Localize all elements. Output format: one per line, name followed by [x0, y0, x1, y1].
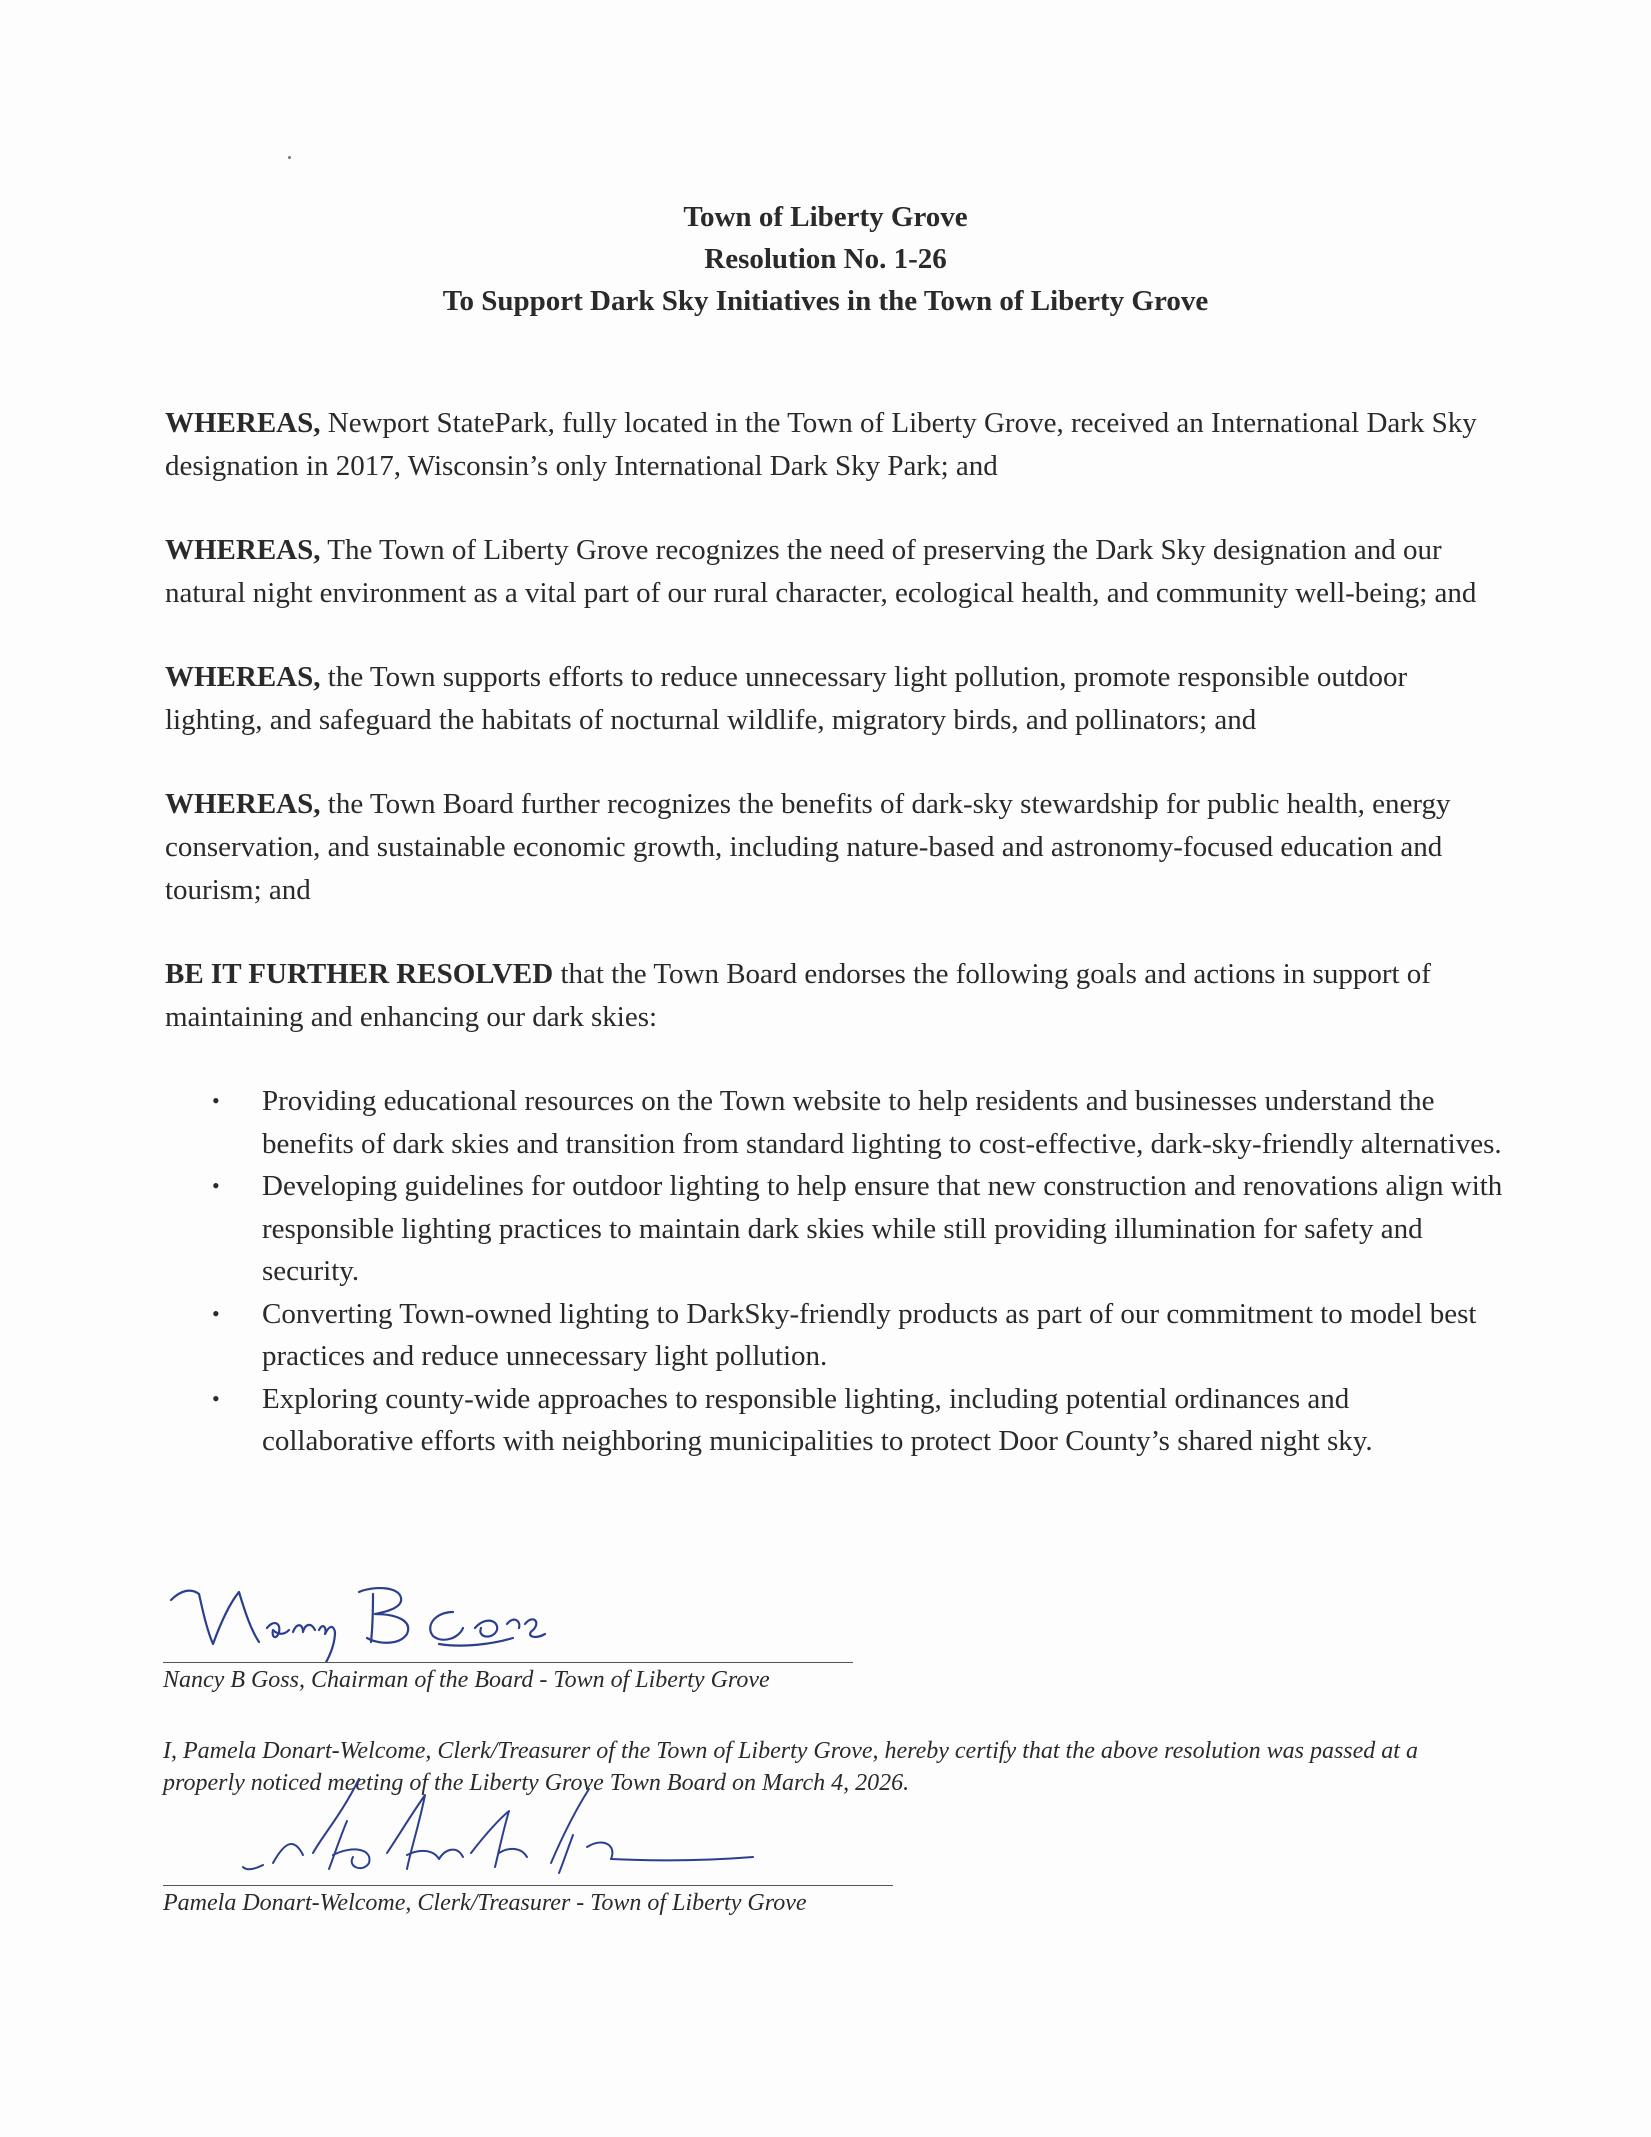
clerk-signature: [163, 1815, 893, 1885]
resolution-number: Resolution No. 1-26: [704, 243, 947, 275]
whereas-text: The Town of Liberty Grove recognizes the need of preserving the Dark Sky designation and our natural night environment as a vital part of our rural character, ecological health, and community well-being; and: [165, 534, 1477, 609]
resolved-paragraph: [165, 953, 1505, 1039]
handwritten-signature-icon: [163, 1572, 683, 1662]
whereas-paragraph: [165, 402, 1505, 488]
clerk-caption: Pamela Donart-Welcome, Clerk/Treasurer - Town of Liberty Grove: [163, 1890, 807, 1916]
action-list: [165, 1080, 1505, 1463]
handwritten-signature-icon: [163, 1775, 863, 1885]
resolution-title: To Support Dark Sky Initiatives in the Town of Liberty Grove: [442, 285, 1209, 317]
whereas-text: the Town supports efforts to reduce unnecessary light pollution, promote responsible outdoor lighting, and safeguard the habitats of nocturnal wildlife, migratory birds, and pollinators; and: [165, 661, 1408, 736]
whereas-paragraph: [165, 656, 1505, 742]
signature-line: [163, 1662, 853, 1663]
bullet-icon: •: [212, 1385, 220, 1411]
list-item: [212, 1165, 1505, 1293]
bullet-icon: •: [212, 1088, 220, 1113]
signature-line: [163, 1885, 893, 1886]
resolution-header: [0, 196, 1651, 322]
town-name: Town of Liberty Grove: [683, 201, 968, 233]
list-item-text: Exploring county-wide approaches to responsible lighting, including potential ordinances and collaborative efforts with neighboring municipalities to protect Door County’s shared night sky.: [262, 1382, 1373, 1457]
clerk-certification: I, Pamela Donart-Welcome, Clerk/Treasurer of the Town of Liberty Grove, hereby certify that the above resolution was passed at a properly noticed meeting of the Liberty Grove Town Board on March 4, 2026.: [163, 1738, 1418, 1796]
whereas-paragraph: [165, 529, 1505, 615]
resolved-text: that the Town Board endorses the following goals and actions in support of maintaining and enhancing our dark skies:: [165, 958, 1431, 1033]
chairman-signature-block: [163, 1592, 853, 1695]
chairman-caption: Nancy B Goss, Chairman of the Board - Town of Liberty Grove: [163, 1667, 770, 1693]
list-item: [212, 1080, 1505, 1165]
whereas-lead: WHEREAS,: [165, 407, 321, 439]
bullet-icon: •: [212, 1173, 220, 1198]
whereas-lead: WHEREAS,: [165, 788, 321, 820]
whereas-text: Newport StatePark, fully located in the Town of Liberty Grove, received an International Dark Sky designation in 2017, Wisconsin’s only International Dark Sky Park; and: [165, 407, 1477, 482]
whereas-lead: WHEREAS,: [165, 534, 321, 566]
list-item: [212, 1293, 1505, 1378]
list-item: [212, 1378, 1505, 1463]
list-item-text: Developing guidelines for outdoor lighting to help ensure that new construction and renovations align with responsible lighting practices to maintain dark skies while still providing illumination for safety and security.: [262, 1170, 1503, 1287]
resolution-body: [165, 402, 1505, 1463]
whereas-text: the Town Board further recognizes the benefits of dark-sky stewardship for public health, energy conservation, and sustainable economic growth, including nature-based and astronomy-focused education and tourism; and: [165, 788, 1451, 906]
scan-speck: [288, 156, 291, 159]
bullet-icon: •: [212, 1300, 220, 1326]
chairman-signature: [163, 1592, 853, 1662]
list-item-text: Converting Town-owned lighting to DarkSky-friendly products as part of our commitment to model best practices and reduce unnecessary light pollution.: [262, 1297, 1477, 1372]
clerk-signature-block: [163, 1815, 893, 1918]
list-item-text: Providing educational resources on the Town website to help residents and businesses understand the benefits of dark skies and transition from standard lighting to cost-effective, dark-sky-friendly alternatives.: [262, 1085, 1502, 1160]
whereas-lead: WHEREAS,: [165, 661, 321, 693]
whereas-paragraph: [165, 783, 1505, 912]
resolved-lead: BE IT FURTHER RESOLVED: [165, 958, 554, 990]
